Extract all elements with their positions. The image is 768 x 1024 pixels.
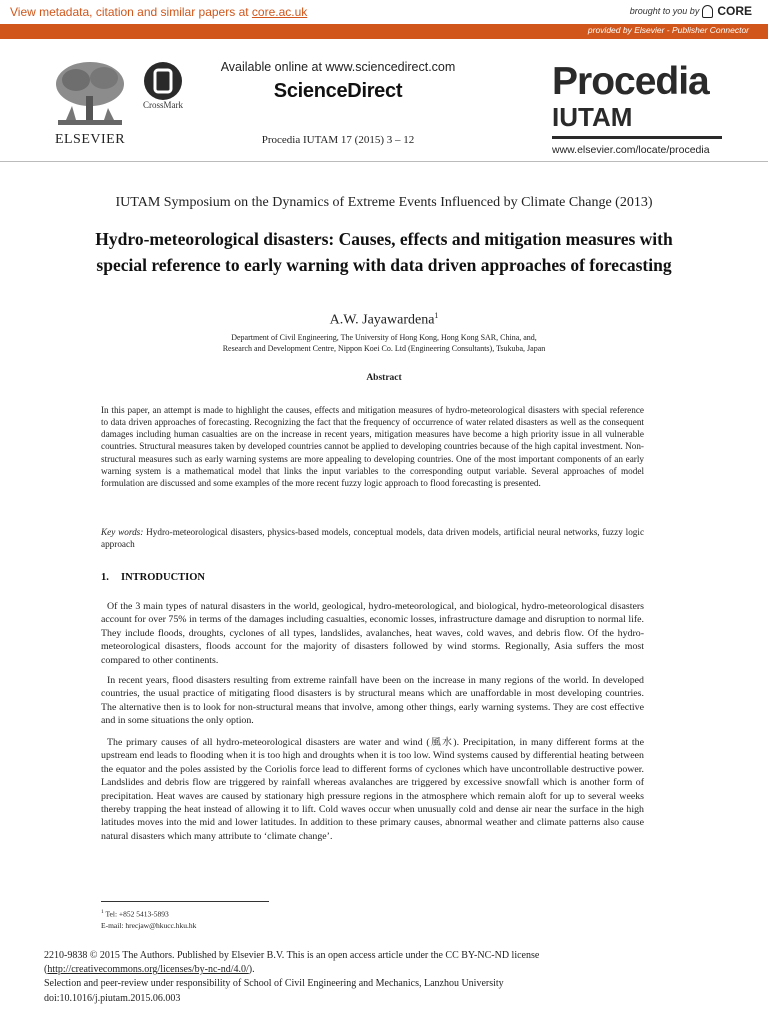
provided-by-text: provided by Elsevier - Publisher Connector — [587, 25, 749, 35]
journal-subtitle: IUTAM — [552, 102, 633, 132]
footnote-mark: 1 — [101, 909, 104, 915]
section-heading — [101, 572, 205, 583]
intro-paragraph-2: In recent years, flood disasters resulting from extreme rainfall have been on the increase in many regions of the world. In developed countries, the usual practice of mitigating flood disasters is by structural means which are unaffordable in most developing countries. The alternative then is to look for non-structural means that involve, among other things, early warning systems. They are cost effective and in some situations the only option. — [101, 675, 644, 727]
publisher-name: ELSEVIER — [54, 132, 126, 147]
author-line — [200, 311, 568, 329]
intro-paragraph-3: The primary causes of all hydro-meteorological disasters are water and wind (風水). Precipitation, in many different forms at the upstream end leads to flooding when it is too high and droughts when it is too low. Wind systems caused by differential heating between the equator and the poles assisted by the Coriolis force lead to different forms of cyclones which have uncontrollable destructive power. Landslides and debris flow are triggered by rainfall whereas avalanches are triggered by excessive snowfall which is another form of precipitation. Heat waves are caused by stationary high pressure regions in the atmosphere which remain aloft for up to several weeks thereby trapping the heat instead of allowing it to lift. Cold waves occur when unusually cold and dense air near the surface in the high latitudes moves into the mid and lower latitudes. In addition to these primary causes, abnormal weather and climate patterns also cause natural disasters which many attribute to ‘climate change’. — [101, 737, 644, 842]
affiliation-line-1: Department of Civil Engineering, The University of Hong Kong, Hong Kong SAR, China, and, — [231, 333, 537, 342]
crossmark-badge[interactable] — [137, 60, 189, 112]
footnote-email: E-mail: hrecjaw@hkucc.hku.hk — [101, 920, 197, 930]
keywords-list: Hydro-meteorological disasters, physics-based models, conceptual models, data driven models, artificial neural networks, fuzzy logic approach — [101, 527, 645, 550]
crossmark-label: CrossMark — [143, 100, 183, 110]
article-title: Hydro-meteorological disasters: Causes, effects and mitigation measures with special reference to early warning with data driven approaches of forecasting — [95, 229, 673, 275]
footnote-tel — [101, 907, 196, 920]
license-url-line — [44, 963, 664, 977]
brought-by-text: brought to you by — [629, 6, 700, 16]
core-logo[interactable]: CORE — [717, 4, 752, 18]
license-text: 2210-9838 © 2015 The Authors. Published by Elsevier B.V. This is an open access article under the CC BY-NC-ND license — [44, 950, 540, 961]
header-divider — [0, 161, 768, 162]
license-paren-close: ). — [248, 964, 255, 976]
section-number: 1. — [101, 572, 109, 583]
procedia-logo — [552, 62, 722, 142]
keywords — [101, 526, 644, 550]
symposium-line: IUTAM Symposium on the Dynamics of Extreme Events Influenced by Climate Change (2013) — [115, 195, 653, 210]
footnote-divider — [101, 901, 269, 902]
journal-url[interactable]: www.elsevier.com/locate/procedia — [552, 144, 710, 156]
elsevier-tree-icon — [52, 60, 128, 128]
footnote — [101, 907, 196, 931]
peer-review-statement: Selection and peer-review under responsibility of School of Civil Engineering and Mechanics, Lanzhou University — [44, 978, 504, 990]
license-footer — [44, 949, 664, 1006]
doi[interactable]: doi:10.1016/j.piutam.2015.06.003 — [44, 992, 181, 1004]
license-url-link[interactable]: http://creativecommons.org/licenses/by-nc-nd/4.0/ — [47, 964, 249, 976]
crossmark-icon — [144, 62, 182, 100]
affiliation-line-2: Research and Development Centre, Nippon Koei Co. Ltd (Engineering Consultants), Tsukuba, Japan — [222, 344, 546, 353]
license-paren-open: ( — [44, 964, 48, 976]
core-link-url[interactable]: core.ac.uk — [251, 5, 308, 19]
procedia-divider — [552, 136, 722, 139]
author-name: A.W. Jayawardena — [329, 312, 435, 328]
core-logo-icon — [702, 5, 713, 18]
provider-bar — [0, 24, 768, 39]
journal-citation: Procedia IUTAM 17 (2015) 3 – 12 — [261, 134, 415, 146]
core-banner — [0, 0, 768, 24]
journal-name: Procedia — [552, 60, 709, 103]
footnote-tel-text: Tel: +852 5413-5893 — [105, 909, 169, 919]
sciencedirect-logo: ScienceDirect — [273, 80, 403, 102]
affiliation — [150, 332, 618, 354]
elsevier-logo — [48, 60, 132, 150]
core-metadata-link[interactable] — [10, 5, 307, 19]
intro-paragraph-1: Of the 3 main types of natural disasters in the world, geological, hydro-meteorological, and biological, hydro-meteorological disasters account for over 75% in terms of the damages including casualties, economic losses, infrastructure damage and disruption to normal life. They include floods, droughts, cyclones of all types, landslides, avalanches, heat waves, cold waves, and debris flow. Of the hydro-meteorological disasters, floods account for the majority of disasters followed by wind storms. Regionally, Asia suffers the most compared to other continents. — [101, 601, 644, 666]
available-online-text: Available online at www.sciencedirect.com — [220, 60, 456, 74]
author-footnote-mark[interactable]: 1 — [434, 311, 439, 320]
core-link-text: View metadata, citation and similar papers at — [10, 5, 252, 19]
abstract-heading: Abstract — [366, 373, 402, 383]
section-title: INTRODUCTION — [121, 572, 206, 583]
keywords-label: Key words: — [101, 527, 144, 537]
core-brought-by — [630, 4, 752, 18]
abstract-text: In this paper, an attempt is made to highlight the causes, effects and mitigation measures of hydro-meteorological disasters with special reference to data driven approaches of forecasting. Recognizing the fact that the frequency of occurrence of water related disasters as well as the consequent damages including human casualties are on the increase in recent years, mitigation measures have become a high priority issue in all vulnerable countries. Structural measures taken by developed countries cannot be applied to developing countries because of the high capital investment. Non- structural measures such as early warning systems are more appealing to developing countries. One of the most important components of an early warning system is a mathematical model that links the input variables to the corresponding output variable. Several approaches of model formulation are discussed and some examples of the more recent fuzzy logic approach to flood forecasting is presented. — [101, 405, 644, 488]
